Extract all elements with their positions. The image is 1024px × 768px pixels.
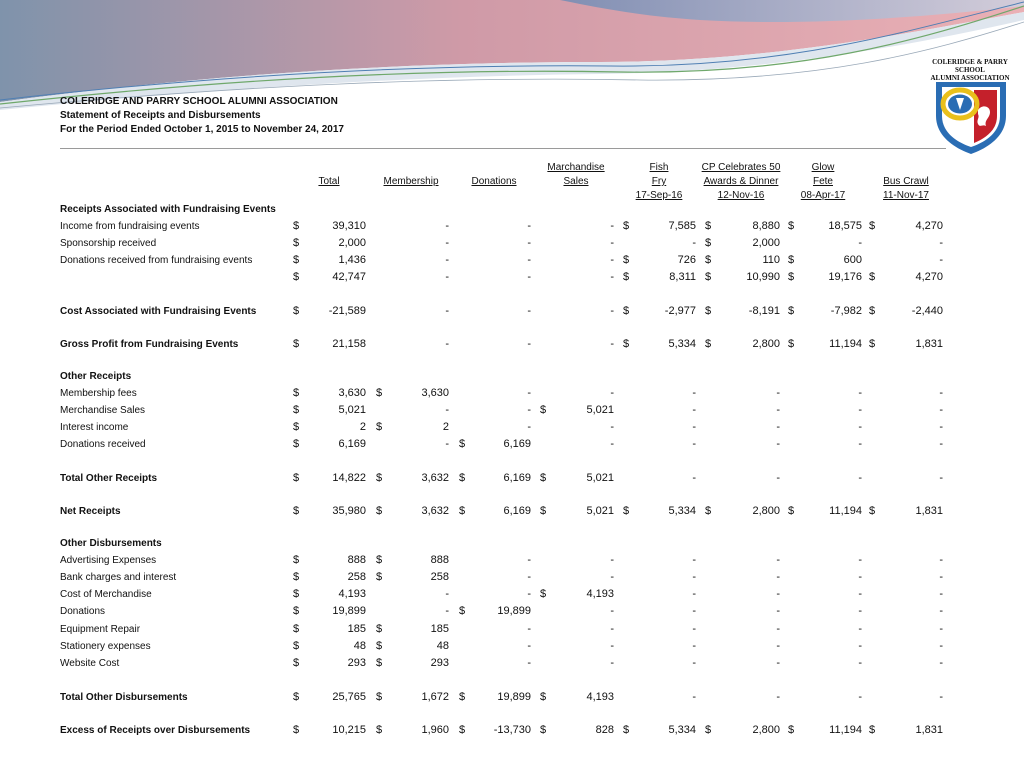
amount-cell: -: [939, 640, 943, 652]
amount-cell: 8,880: [752, 220, 780, 232]
amount-cell: 2: [442, 421, 449, 433]
amount-cell: -: [858, 421, 862, 433]
amount-cell: -: [445, 305, 449, 317]
amount-cell: -: [445, 271, 449, 283]
amount-cell: 2,800: [752, 505, 780, 517]
school-crest-logo: [928, 76, 1014, 156]
currency-symbol: $: [869, 305, 876, 317]
currency-symbol: $: [459, 691, 466, 703]
section-label: Excess of Receipts over Disbursements: [60, 725, 251, 736]
currency-symbol: $: [623, 271, 630, 283]
currency-symbol: $: [293, 657, 300, 669]
amount-cell: 6,169: [503, 472, 531, 484]
currency-symbol: $: [376, 640, 383, 652]
currency-symbol: $: [705, 220, 712, 232]
amount-cell: -: [610, 657, 614, 669]
amount-cell: -: [939, 605, 943, 617]
amount-cell: -: [858, 438, 862, 450]
amount-cell: 35,980: [332, 505, 366, 517]
currency-symbol: $: [459, 724, 466, 736]
currency-symbol: $: [459, 505, 466, 517]
currency-symbol: $: [293, 387, 300, 399]
org-brand-line-1: COLERIDGE & PARRY SCHOOL: [932, 58, 1008, 74]
amount-cell: -: [939, 421, 943, 433]
amount-cell: 6,169: [503, 505, 531, 517]
amount-cell: -: [939, 554, 943, 566]
amount-cell: 600: [843, 254, 862, 266]
amount-cell: 1,672: [421, 691, 449, 703]
amount-cell: -: [527, 657, 531, 669]
column-header-4-line-1: Fry: [651, 176, 667, 187]
currency-symbol: $: [293, 623, 300, 635]
currency-symbol: $: [376, 571, 383, 583]
amount-cell: 4,193: [586, 588, 614, 600]
amount-cell: -: [858, 404, 862, 416]
section-label: Total Other Disbursements: [60, 692, 188, 703]
currency-symbol: $: [293, 640, 300, 652]
column-header-6-line-2: 08-Apr-17: [800, 190, 846, 201]
currency-symbol: $: [376, 691, 383, 703]
amount-cell: 14,822: [332, 472, 366, 484]
amount-cell: -: [527, 220, 531, 232]
currency-symbol: $: [293, 220, 300, 232]
currency-symbol: $: [293, 554, 300, 566]
heading-divider: [60, 148, 946, 149]
currency-symbol: $: [376, 472, 383, 484]
currency-symbol: $: [623, 220, 630, 232]
currency-symbol: $: [376, 623, 383, 635]
amount-cell: 42,747: [332, 271, 366, 283]
amount-cell: 5,334: [668, 505, 696, 517]
amount-cell: -: [445, 338, 449, 350]
amount-cell: -: [692, 640, 696, 652]
amount-cell: 888: [430, 554, 449, 566]
amount-cell: 18,575: [828, 220, 862, 232]
section-label: Other Receipts: [60, 371, 132, 382]
amount-cell: -: [939, 623, 943, 635]
row-label: Interest income: [60, 422, 129, 433]
amount-cell: 4,270: [915, 271, 943, 283]
amount-cell: 1,831: [915, 338, 943, 350]
amount-cell: 48: [436, 640, 449, 652]
amount-cell: -: [610, 623, 614, 635]
column-header-5-line-2: 12-Nov-16: [717, 190, 765, 201]
currency-symbol: $: [293, 338, 300, 350]
currency-symbol: $: [293, 605, 300, 617]
amount-cell: -: [858, 640, 862, 652]
row-label: Cost of Merchandise: [60, 589, 152, 600]
row-label: Membership fees: [60, 388, 137, 399]
row-label: Advertising Expenses: [60, 555, 157, 566]
section-label: Other Disbursements: [60, 538, 162, 549]
currency-symbol: $: [376, 657, 383, 669]
currency-symbol: $: [705, 254, 712, 266]
section-label: Total Other Receipts: [60, 473, 158, 484]
amount-cell: -: [692, 237, 696, 249]
currency-symbol: $: [869, 338, 876, 350]
currency-symbol: $: [376, 724, 383, 736]
amount-cell: -: [776, 657, 780, 669]
amount-cell: -: [527, 237, 531, 249]
currency-symbol: $: [705, 271, 712, 283]
currency-symbol: $: [623, 305, 630, 317]
amount-cell: 19,899: [497, 605, 531, 617]
currency-symbol: $: [459, 472, 466, 484]
amount-cell: 293: [430, 657, 449, 669]
amount-cell: 8,311: [669, 271, 696, 283]
amount-cell: 6,169: [503, 438, 531, 450]
amount-cell: 11,194: [829, 338, 862, 350]
amount-cell: -: [610, 438, 614, 450]
amount-cell: -: [939, 472, 943, 484]
amount-cell: 2,000: [338, 237, 366, 249]
amount-cell: -: [858, 605, 862, 617]
row-label: Bank charges and interest: [60, 572, 177, 583]
amount-cell: -: [527, 387, 531, 399]
currency-symbol: $: [788, 724, 795, 736]
amount-cell: -: [445, 220, 449, 232]
amount-cell: 48: [353, 640, 366, 652]
column-header-5-line-1: Awards & Dinner: [703, 176, 779, 187]
amount-cell: -: [776, 404, 780, 416]
amount-cell: -: [939, 691, 943, 703]
column-header-6-line-1: Fete: [812, 176, 833, 187]
currency-symbol: $: [459, 438, 466, 450]
amount-cell: 5,021: [586, 472, 614, 484]
amount-cell: -: [858, 472, 862, 484]
currency-symbol: $: [293, 571, 300, 583]
column-header-0-line-1: Total: [318, 176, 340, 187]
statement-heading: [60, 95, 344, 137]
currency-symbol: $: [705, 305, 712, 317]
amount-cell: 10,215: [332, 724, 366, 736]
amount-cell: -: [692, 472, 696, 484]
amount-cell: -: [776, 623, 780, 635]
statement-period: For the Period Ended October 1, 2015 to November 24, 2017: [60, 124, 344, 135]
currency-symbol: $: [623, 724, 630, 736]
amount-cell: 185: [430, 623, 449, 635]
currency-symbol: $: [293, 588, 300, 600]
amount-cell: -: [776, 472, 780, 484]
column-header-6-line-0: Glow: [811, 162, 835, 173]
org-brand-line-2: ALUMNI ASSOCIATION: [930, 74, 1010, 82]
amount-cell: 19,176: [828, 271, 862, 283]
currency-symbol: $: [540, 472, 547, 484]
amount-cell: -: [610, 571, 614, 583]
amount-cell: -: [445, 605, 449, 617]
column-header-5-line-0: CP Celebrates 50: [701, 162, 781, 173]
amount-cell: 3,632: [421, 472, 449, 484]
currency-symbol: $: [293, 271, 300, 283]
amount-cell: -: [445, 438, 449, 450]
header-swoop-art: [0, 0, 1024, 110]
amount-cell: 4,270: [915, 220, 943, 232]
currency-symbol: $: [540, 691, 547, 703]
currency-symbol: $: [540, 588, 547, 600]
amount-cell: -: [692, 554, 696, 566]
amount-cell: -: [939, 404, 943, 416]
amount-cell: 11,194: [829, 505, 862, 517]
currency-symbol: $: [788, 271, 795, 283]
currency-symbol: $: [459, 605, 466, 617]
column-header-3-line-1: Sales: [563, 176, 589, 187]
amount-cell: -8,191: [748, 305, 780, 317]
amount-cell: -: [610, 237, 614, 249]
amount-cell: 293: [347, 657, 366, 669]
currency-symbol: $: [293, 472, 300, 484]
amount-cell: -: [776, 691, 780, 703]
amount-cell: -: [858, 588, 862, 600]
amount-cell: 4,193: [586, 691, 614, 703]
amount-cell: -: [939, 237, 943, 249]
amount-cell: 5,334: [668, 724, 696, 736]
amount-cell: 1,831: [915, 505, 943, 517]
currency-symbol: $: [869, 724, 876, 736]
amount-cell: -: [610, 271, 614, 283]
currency-symbol: $: [623, 254, 630, 266]
amount-cell: 185: [347, 623, 366, 635]
amount-cell: -: [527, 338, 531, 350]
amount-cell: -: [610, 421, 614, 433]
amount-cell: -: [610, 338, 614, 350]
amount-cell: -: [610, 220, 614, 232]
currency-symbol: $: [788, 505, 795, 517]
amount-cell: -: [776, 554, 780, 566]
amount-cell: 6,169: [338, 438, 366, 450]
currency-symbol: $: [705, 338, 712, 350]
amount-cell: 5,021: [338, 404, 366, 416]
amount-cell: 888: [347, 554, 366, 566]
row-label: Donations received from fundraising events: [60, 255, 253, 266]
currency-symbol: $: [788, 338, 795, 350]
currency-symbol: $: [869, 505, 876, 517]
amount-cell: -: [692, 657, 696, 669]
section-label: Gross Profit from Fundraising Events: [60, 339, 239, 350]
currency-symbol: $: [869, 271, 876, 283]
currency-symbol: $: [293, 438, 300, 450]
currency-symbol: $: [540, 724, 547, 736]
org-name-title: COLERIDGE AND PARRY SCHOOL ALUMNI ASSOCIATION: [60, 96, 338, 107]
currency-symbol: $: [293, 724, 300, 736]
currency-symbol: $: [293, 691, 300, 703]
amount-cell: -: [939, 657, 943, 669]
row-label: Donations: [60, 606, 106, 617]
row-label: Income from fundraising events: [60, 221, 200, 232]
amount-cell: -: [610, 254, 614, 266]
amount-cell: -2,440: [911, 305, 943, 317]
section-label: Receipts Associated with Fundraising Events: [60, 204, 276, 215]
amount-cell: -: [610, 640, 614, 652]
amount-cell: 3,630: [338, 387, 366, 399]
amount-cell: -: [776, 387, 780, 399]
amount-cell: -: [858, 623, 862, 635]
amount-cell: -: [692, 605, 696, 617]
amount-cell: -: [527, 640, 531, 652]
amount-cell: 25,765: [332, 691, 366, 703]
amount-cell: -7,982: [830, 305, 862, 317]
row-label: Website Cost: [60, 658, 120, 669]
currency-symbol: $: [293, 404, 300, 416]
amount-cell: -: [692, 623, 696, 635]
amount-cell: -: [445, 588, 449, 600]
currency-symbol: $: [293, 254, 300, 266]
amount-cell: 7,585: [668, 220, 696, 232]
amount-cell: -: [527, 254, 531, 266]
currency-symbol: $: [788, 220, 795, 232]
amount-cell: -: [776, 571, 780, 583]
currency-symbol: $: [293, 421, 300, 433]
amount-cell: 1,960: [421, 724, 449, 736]
statement-title: Statement of Receipts and Disbursements: [60, 110, 261, 121]
amount-cell: 11,194: [829, 724, 862, 736]
currency-symbol: $: [376, 421, 383, 433]
amount-cell: 1,831: [915, 724, 943, 736]
amount-cell: 3,632: [421, 505, 449, 517]
amount-cell: 5,021: [586, 404, 614, 416]
currency-symbol: $: [293, 237, 300, 249]
amount-cell: -: [692, 691, 696, 703]
amount-cell: 2,800: [752, 338, 780, 350]
amount-cell: -: [610, 605, 614, 617]
amount-cell: 21,158: [332, 338, 366, 350]
amount-cell: 258: [430, 571, 449, 583]
amount-cell: -: [527, 305, 531, 317]
row-label: Stationery expenses: [60, 641, 151, 652]
amount-cell: -: [858, 657, 862, 669]
amount-cell: -: [939, 438, 943, 450]
amount-cell: -: [776, 640, 780, 652]
amount-cell: -: [858, 571, 862, 583]
amount-cell: -: [858, 387, 862, 399]
currency-symbol: $: [623, 505, 630, 517]
currency-symbol: $: [293, 305, 300, 317]
amount-cell: 828: [595, 724, 614, 736]
amount-cell: 19,899: [332, 605, 366, 617]
amount-cell: -: [776, 438, 780, 450]
amount-cell: -: [445, 237, 449, 249]
currency-symbol: $: [540, 505, 547, 517]
amount-cell: -: [445, 254, 449, 266]
amount-cell: 10,990: [746, 271, 780, 283]
section-label: Cost Associated with Fundraising Events: [60, 306, 257, 317]
amount-cell: 1,436: [338, 254, 366, 266]
amount-cell: 2: [359, 421, 366, 433]
amount-cell: -: [776, 421, 780, 433]
column-header-3-line-0: Marchandise: [547, 162, 605, 173]
amount-cell: -: [939, 254, 943, 266]
currency-symbol: $: [705, 724, 712, 736]
amount-cell: -: [527, 404, 531, 416]
currency-symbol: $: [705, 505, 712, 517]
currency-symbol: $: [293, 505, 300, 517]
amount-cell: -: [610, 554, 614, 566]
amount-cell: 2,800: [752, 724, 780, 736]
amount-cell: 258: [347, 571, 366, 583]
amount-cell: -: [692, 387, 696, 399]
row-label: Sponsorship received: [60, 238, 157, 249]
section-label: Net Receipts: [60, 506, 121, 517]
amount-cell: 110: [762, 254, 780, 266]
amount-cell: -: [527, 271, 531, 283]
amount-cell: 5,021: [586, 505, 614, 517]
amount-cell: -: [858, 554, 862, 566]
row-label: Donations received: [60, 439, 146, 450]
amount-cell: 726: [677, 254, 696, 266]
amount-cell: -: [527, 571, 531, 583]
amount-cell: -: [692, 421, 696, 433]
amount-cell: -: [939, 387, 943, 399]
column-header-7-line-1: Bus Crawl: [883, 176, 929, 187]
amount-cell: -: [858, 691, 862, 703]
amount-cell: 5,334: [668, 338, 696, 350]
amount-cell: -: [858, 237, 862, 249]
amount-cell: -: [527, 623, 531, 635]
amount-cell: -: [445, 404, 449, 416]
column-header-4-line-0: Fish: [649, 162, 669, 173]
currency-symbol: $: [705, 237, 712, 249]
amount-cell: 39,310: [332, 220, 366, 232]
currency-symbol: $: [376, 554, 383, 566]
amount-cell: -: [692, 404, 696, 416]
currency-symbol: $: [788, 305, 795, 317]
amount-cell: -: [692, 438, 696, 450]
amount-cell: -: [610, 387, 614, 399]
column-header-4-line-2: 17-Sep-16: [635, 190, 683, 201]
amount-cell: -: [939, 588, 943, 600]
amount-cell: -: [527, 421, 531, 433]
amount-cell: -13,730: [493, 724, 531, 736]
row-label: Merchandise Sales: [60, 405, 146, 416]
amount-cell: 3,630: [421, 387, 449, 399]
currency-symbol: $: [376, 505, 383, 517]
amount-cell: -: [692, 588, 696, 600]
column-header-1-line-1: Membership: [383, 176, 439, 187]
amount-cell: -21,589: [328, 305, 366, 317]
currency-symbol: $: [623, 338, 630, 350]
amount-cell: 4,193: [338, 588, 366, 600]
amount-cell: -2,977: [664, 305, 696, 317]
amount-cell: -: [610, 305, 614, 317]
amount-cell: -: [527, 588, 531, 600]
amount-cell: 2,000: [752, 237, 780, 249]
amount-cell: -: [692, 571, 696, 583]
currency-symbol: $: [788, 254, 795, 266]
amount-cell: -: [527, 554, 531, 566]
amount-cell: 19,899: [497, 691, 531, 703]
row-label: Equipment Repair: [60, 624, 141, 635]
column-header-7-line-2: 11-Nov-17: [883, 190, 929, 201]
currency-symbol: $: [869, 220, 876, 232]
amount-cell: -: [776, 588, 780, 600]
amount-cell: -: [776, 605, 780, 617]
currency-symbol: $: [376, 387, 383, 399]
currency-symbol: $: [540, 404, 547, 416]
amount-cell: -: [939, 571, 943, 583]
column-header-2-line-1: Donations: [471, 176, 517, 187]
